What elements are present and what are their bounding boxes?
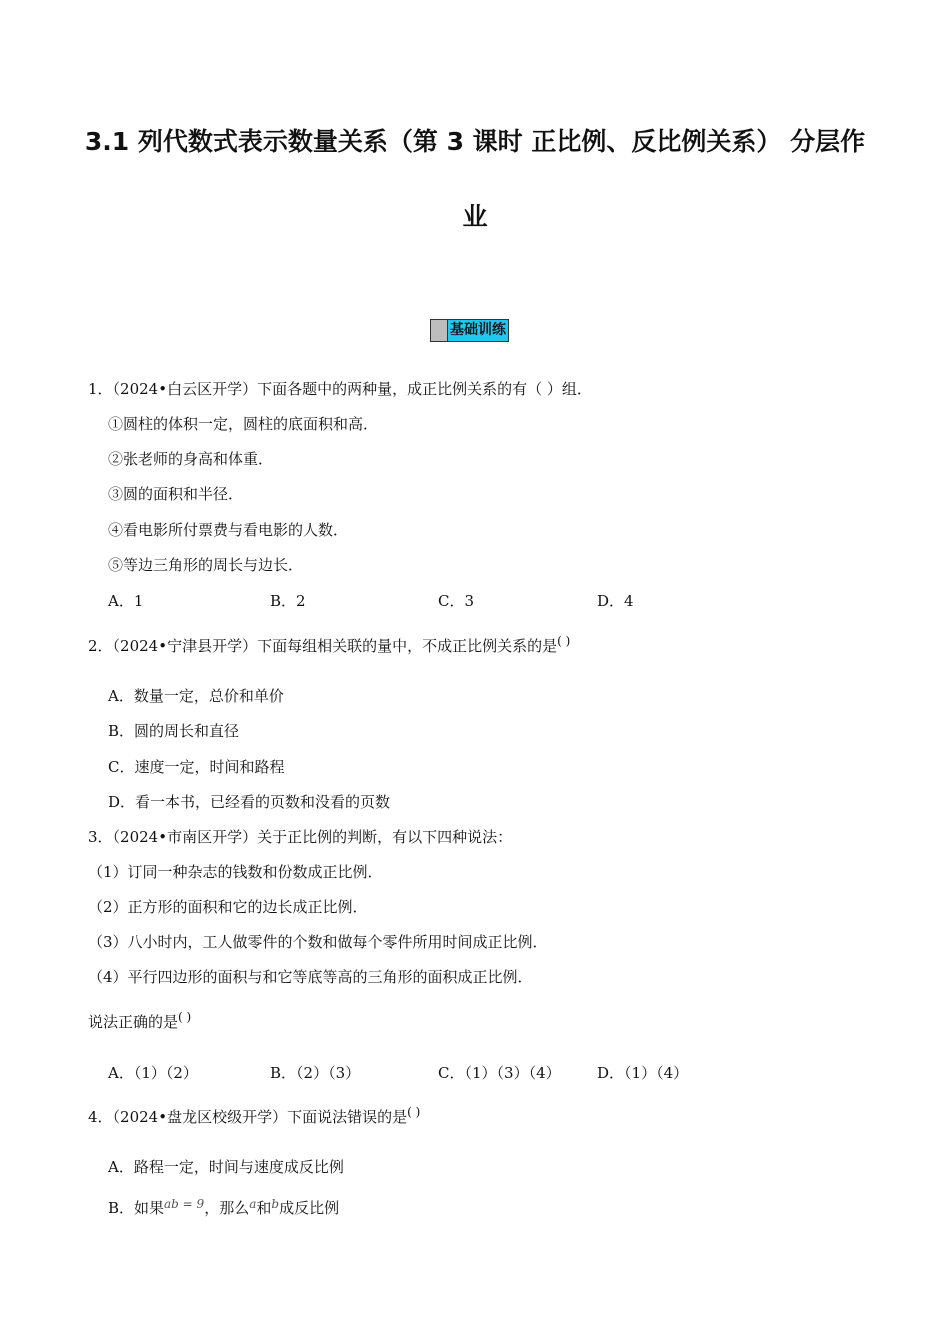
math-var-a: a	[249, 1197, 257, 1211]
question-3-option-b[interactable]: B．（2）（3）	[270, 1064, 361, 1082]
question-2-stem-text: 2．（2024•宁津县开学）下面每组相关联的量中，不成正比例关系的是	[88, 637, 558, 655]
question-2-option-a[interactable]: A．数量一定，总价和单价	[108, 687, 284, 705]
option-b-mid1: ，那么	[204, 1199, 250, 1217]
question-2-option-c[interactable]: C．速度一定，时间和路程	[108, 758, 285, 776]
question-4-option-a[interactable]: A．路程一定，时间与速度成反比例	[108, 1158, 344, 1176]
section-marker-icon	[431, 320, 448, 341]
question-1-option-d[interactable]: D．4	[597, 592, 634, 610]
answer-paren: ( )	[178, 1010, 192, 1024]
section-heading	[430, 319, 509, 342]
question-1-item: ④看电影所付票费与看电影的人数．	[108, 521, 349, 539]
question-1-item: ②张老师的身高和体重．	[108, 450, 274, 468]
question-2-option-b[interactable]: B．圆的周长和直径	[108, 722, 240, 740]
answer-paren: ( )	[557, 634, 571, 648]
question-3-option-d[interactable]: D．（1）（4）	[597, 1064, 689, 1082]
question-3-conclusion	[88, 1006, 191, 1033]
page-title-line2: 业	[462, 202, 488, 231]
question-1-item: ①圆柱的体积一定，圆柱的底面积和高．	[108, 415, 379, 433]
question-3-option-c[interactable]: C．（1）（3）（4）	[438, 1064, 561, 1082]
answer-paren: ( )	[407, 1105, 421, 1119]
question-3-item: （2）正方形的面积和它的边长成正比例．	[88, 898, 368, 916]
question-4-option-b[interactable]	[108, 1193, 339, 1219]
option-b-prefix: B．如果	[108, 1199, 165, 1217]
question-2-option-d[interactable]: D．看一本书，已经看的页数和没看的页数	[108, 793, 391, 811]
question-2-stem	[88, 630, 570, 657]
math-expression-ab: ab = 9	[164, 1197, 205, 1211]
question-1-option-c[interactable]: C．3	[438, 592, 475, 610]
question-1-option-a[interactable]: A．1	[108, 592, 144, 610]
page-title-line1: 3.1 列代数式表示数量关系（第 3 课时 正比例、反比例关系） 分层作	[84, 127, 866, 156]
question-1-item: ③圆的面积和半径．	[108, 485, 244, 503]
question-1-option-b[interactable]: B．2	[270, 592, 306, 610]
question-3-conclusion-text: 说法正确的是	[88, 1013, 179, 1031]
question-4-stem	[88, 1101, 420, 1128]
question-4-stem-text: 4．（2024•盘龙区校级开学）下面说法错误的是	[88, 1108, 408, 1126]
section-label: 基础训练	[448, 320, 508, 341]
question-3-item: （3）八小时内，工人做零件的个数和做每个零件所用时间成正比例．	[88, 933, 548, 951]
question-3-stem: 3．（2024•市南区开学）关于正比例的判断，有以下四种说法：	[88, 828, 513, 846]
question-3-item: （1）订同一种杂志的钱数和份数成正比例．	[88, 863, 383, 881]
math-var-b: b	[271, 1197, 280, 1211]
question-1-item: ⑤等边三角形的周长与边长．	[108, 556, 304, 574]
option-b-mid2: 和	[256, 1199, 272, 1217]
question-1-stem: 1．（2024•白云区开学）下面各题中的两种量，成正比例关系的有（ ）组．	[88, 380, 592, 398]
question-3-option-a[interactable]: A．（1）（2）	[108, 1064, 198, 1082]
option-b-suffix: 成反比例	[279, 1199, 340, 1217]
question-3-item: （4）平行四边形的面积与和它等底等高的三角形的面积成正比例．	[88, 968, 533, 986]
